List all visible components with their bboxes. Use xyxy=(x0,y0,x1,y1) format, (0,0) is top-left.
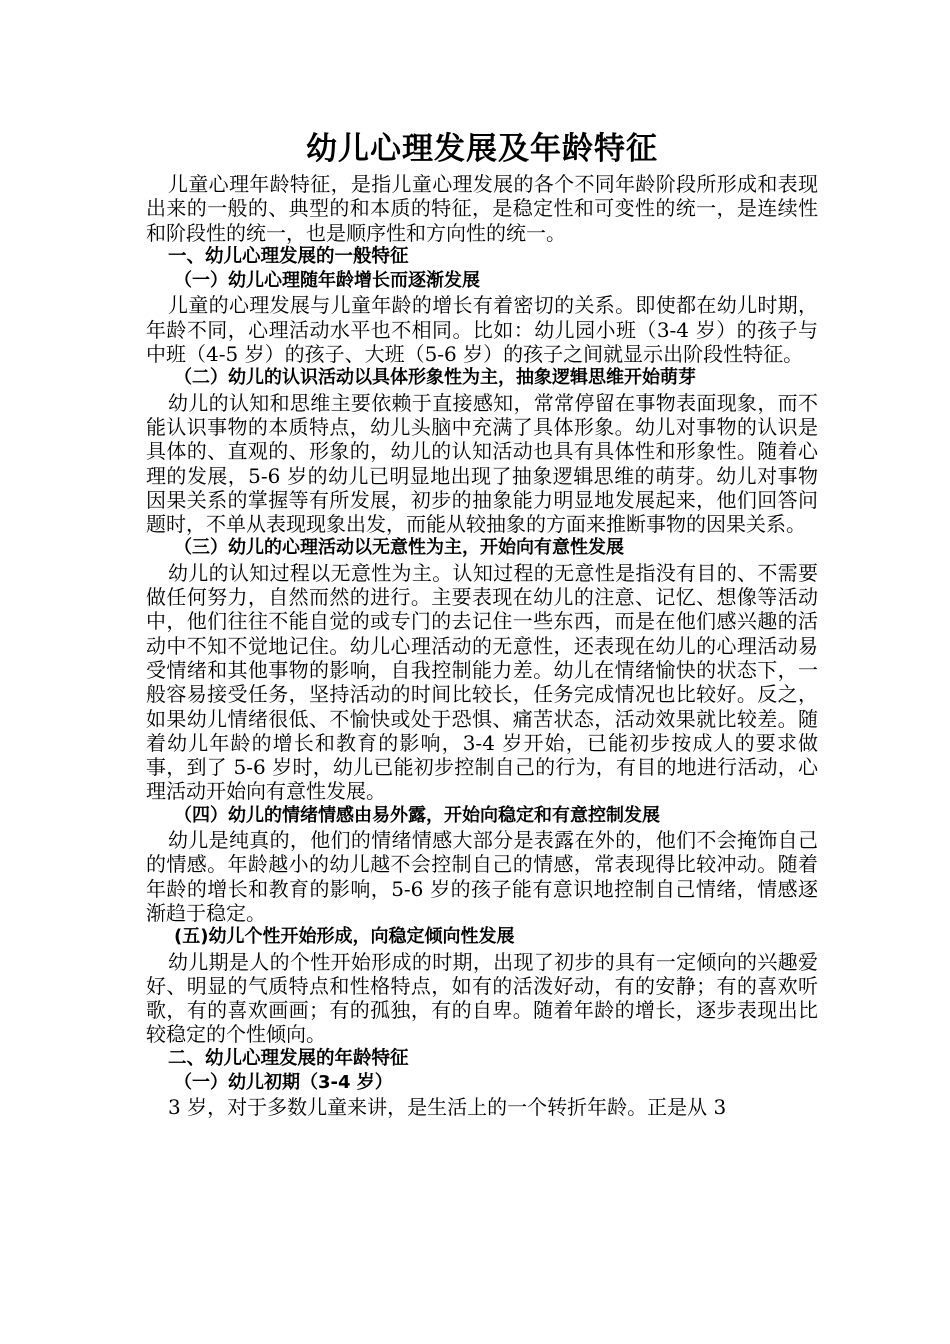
subsection-heading: （四）幼儿的情绪情感由易外露，开始向稳定和有意控制发展 xyxy=(174,804,660,826)
subsection-heading: （一）幼儿心理随年龄增长而逐渐发展 xyxy=(174,270,480,292)
section-heading: 二、幼儿心理发展的年龄特征 xyxy=(168,1047,409,1069)
body-paragraph: 幼儿期是人的个性开始形成的时期，出现了初步的具有一定倾向的兴趣爱好、明显的气质特点和性格特点，如有的活泼好动，有的安静；有的喜欢听歌，有的喜欢画画；有的孤独，有的自卑。随着年龄的增长，逐步表现出比较稳定的个性倾向。 xyxy=(146,949,818,1047)
section-heading: 一、幼儿心理发展的一般特征 xyxy=(168,245,409,267)
body-paragraph: 儿童的心理发展与儿童年龄的增长有着密切的关系。即使都在幼儿时期，年龄不同，心理活动水平也不相同。比如：幼儿园小班（3-4 岁）的孩子与中班（4-5 岁）的孩子、大班（5-6 岁）的孩子之间就显示出阶段性特征。 xyxy=(146,293,818,367)
subsection-heading: （一）幼儿初期（3-4 岁） xyxy=(174,1071,393,1093)
subsection-heading: (五)幼儿个性开始形成，向稳定倾向性发展 xyxy=(174,926,515,948)
document-title: 幼儿心理发展及年龄特征 xyxy=(306,131,658,167)
body-paragraph: 幼儿是纯真的，他们的情绪情感大部分是表露在外的，他们不会掩饰自己的情感。年龄越小的幼儿越不会控制自己的情感，常表现得比较冲动。随着年龄的增长和教育的影响，5-6 岁的孩子能有意识地控制自己情绪，情感逐渐趋于稳定。 xyxy=(146,828,818,925)
document-page xyxy=(146,126,818,1120)
body-paragraph: 幼儿的认知和思维主要依赖于直接感知，常常停留在事物表面现象，而不能认识事物的本质特点，幼儿头脑中充满了具体形象。幼儿对事物的认识是具体的、直观的、形象的，幼儿的认知活动也具有具体性和形象性。随着心理的发展，5-6 岁的幼儿已明显地出现了抽象逻辑思维的萌芽。幼儿对事物因果关系的掌握等有所发展，初步的抽象能力明显地发展起来，他们回答问题时，不单从表现现象出发，而能从较抽象的方面来推断事物的因果关系。 xyxy=(146,390,818,537)
body-paragraph: 幼儿的认知过程以无意性为主。认知过程的无意性是指没有目的、不需要做任何努力，自然而然的进行。主要表现在幼儿的注意、记忆、想像等活动中，他们往往不能自觉的或专门的去记住一些东西，而是在他们感兴趣的活动中不知不觉地记住。幼儿心理活动的无意性，还表现在幼儿的心理活动易受情绪和其他事物的影响，自我控制能力差。幼儿在情绪愉快的状态下，一般容易接受任务，坚持活动的时间比较长，任务完成情况也比较好。反之，如果幼儿情绪很低、不愉快或处于恐惧、痛苦状态，活动效果就比较差。随着幼儿年龄的增长和教育的影响，3-4 岁开始，已能初步按成人的要求做事，到了 5-6 岁时，幼儿已能初步控制自己的行为，有目的地进行活动，心理活动开始向有意性发展。 xyxy=(146,560,818,804)
intro-paragraph: 儿童心理年龄特征，是指儿童心理发展的各个不同年龄阶段所形成和表现出来的一般的、典型的和本质的特征，是稳定性和可变性的统一，是连续性和阶段性的统一，也是顺序性和方向性的统一。 xyxy=(146,172,818,245)
body-paragraph: 3 岁，对于多数儿童来讲，是生活上的一个转折年龄。正是从 3 xyxy=(168,1095,727,1120)
subsection-heading: （三）幼儿的心理活动以无意性为主，开始向有意性发展 xyxy=(174,537,624,559)
subsection-heading: （二）幼儿的认识活动以具体形象性为主，抽象逻辑思维开始萌芽 xyxy=(174,367,696,389)
